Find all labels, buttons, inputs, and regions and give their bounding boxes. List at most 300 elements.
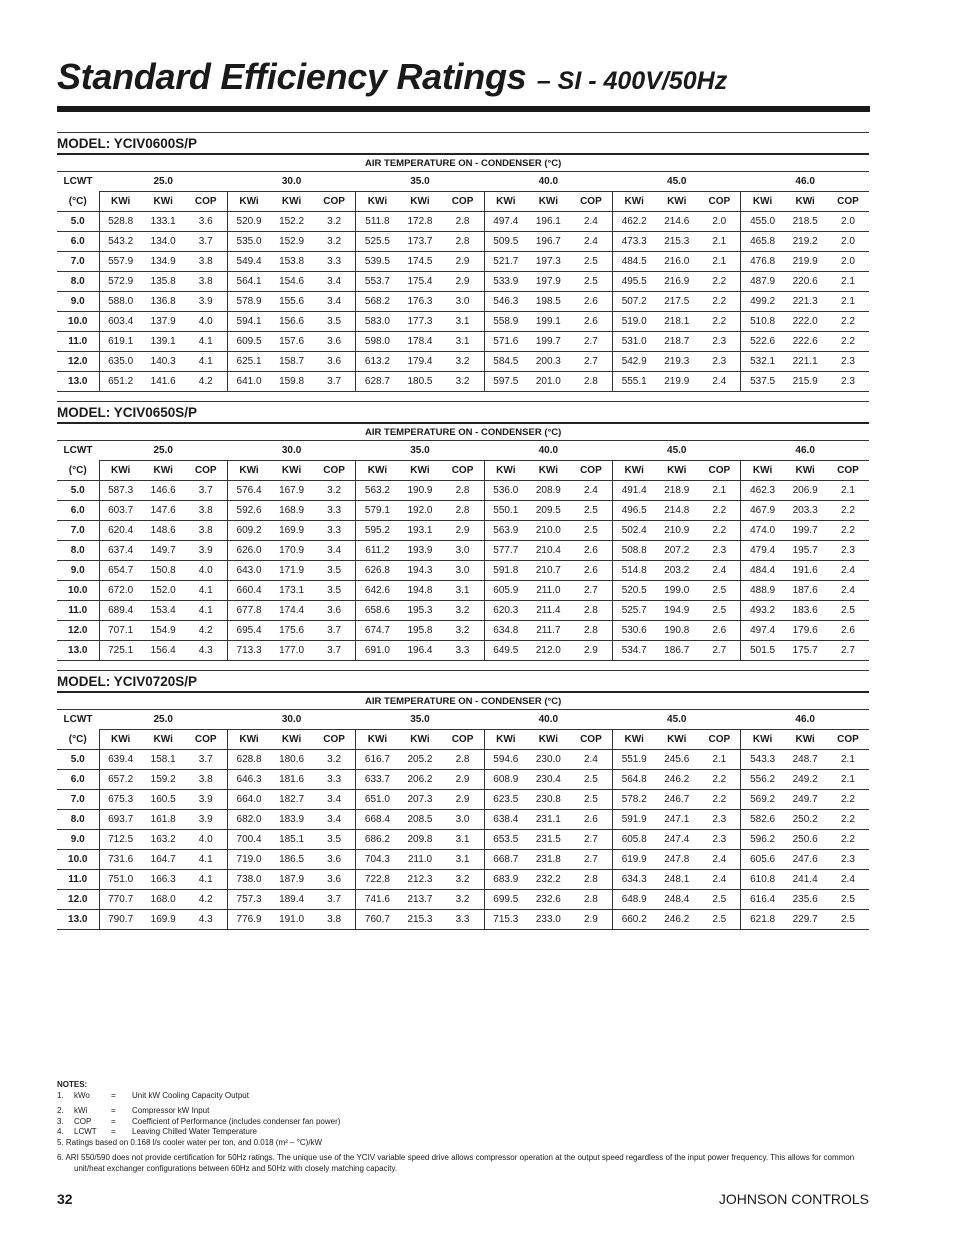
value-cell: 2.9 xyxy=(441,252,484,272)
value-cell: 757.3 xyxy=(227,890,270,910)
value-cell: 3.2 xyxy=(441,621,484,641)
value-cell: 140.3 xyxy=(142,352,185,372)
value-cell: 616.7 xyxy=(356,750,399,770)
value-cell: 3.9 xyxy=(185,292,228,312)
value-cell: 4.1 xyxy=(185,870,228,890)
value-cell: 168.0 xyxy=(142,890,185,910)
temp-header-label: 45.0 xyxy=(667,714,687,725)
model-table-section xyxy=(57,132,869,392)
value-cell: 169.9 xyxy=(142,910,185,930)
value-cell: 219.9 xyxy=(655,372,698,392)
value-cell: 595.2 xyxy=(356,521,399,541)
temp-header xyxy=(227,441,355,461)
lcwt-cell: 6.0 xyxy=(57,501,99,521)
value-cell: 193.9 xyxy=(399,541,442,561)
value-cell: 598.0 xyxy=(356,332,399,352)
column-header: KWi xyxy=(613,730,656,750)
column-header: COP xyxy=(698,730,741,750)
column-header: KWi xyxy=(227,192,270,212)
column-header: COP xyxy=(313,461,356,481)
value-cell: 611.2 xyxy=(356,541,399,561)
column-header: KWi xyxy=(227,461,270,481)
value-cell: 2.4 xyxy=(698,850,741,870)
value-cell: 170.9 xyxy=(270,541,313,561)
value-cell: 571.6 xyxy=(484,332,527,352)
value-cell: 563.2 xyxy=(356,481,399,501)
value-cell: 677.8 xyxy=(227,601,270,621)
column-header: KWi xyxy=(99,192,142,212)
value-cell: 551.9 xyxy=(613,750,656,770)
value-cell: 555.1 xyxy=(613,372,656,392)
column-header: KWi xyxy=(741,192,784,212)
value-cell: 3.5 xyxy=(313,581,356,601)
value-cell: 219.2 xyxy=(784,232,827,252)
value-cell: 180.5 xyxy=(399,372,442,392)
column-header: KWi xyxy=(655,730,698,750)
value-cell: 183.6 xyxy=(784,601,827,621)
value-cell: 2.2 xyxy=(698,770,741,790)
value-cell: 186.5 xyxy=(270,850,313,870)
value-cell: 3.1 xyxy=(441,312,484,332)
value-cell: 584.5 xyxy=(484,352,527,372)
value-cell: 208.5 xyxy=(399,810,442,830)
value-cell: 3.0 xyxy=(441,810,484,830)
temp-header xyxy=(613,710,741,730)
value-cell: 511.8 xyxy=(356,212,399,232)
value-cell: 205.2 xyxy=(399,750,442,770)
air-temp-header: AIR TEMPERATURE ON - CONDENSER (°C) xyxy=(57,424,869,441)
lcwt-cell: 8.0 xyxy=(57,541,99,561)
value-cell: 712.5 xyxy=(99,830,142,850)
value-cell: 639.4 xyxy=(99,750,142,770)
model-table-section xyxy=(57,670,869,930)
value-cell: 149.7 xyxy=(142,541,185,561)
temp-header xyxy=(741,172,869,192)
value-cell: 487.9 xyxy=(741,272,784,292)
lcwt-header: LCWT xyxy=(63,445,93,457)
value-cell: 154.6 xyxy=(270,272,313,292)
value-cell: 496.5 xyxy=(613,501,656,521)
value-cell: 546.3 xyxy=(484,292,527,312)
value-cell: 2.0 xyxy=(827,252,870,272)
value-cell: 2.8 xyxy=(570,870,613,890)
value-cell: 2.7 xyxy=(570,332,613,352)
value-cell: 222.6 xyxy=(784,332,827,352)
value-cell: 474.0 xyxy=(741,521,784,541)
value-cell: 211.7 xyxy=(527,621,570,641)
column-header: KWi xyxy=(399,730,442,750)
table-row xyxy=(57,770,869,790)
value-cell: 197.9 xyxy=(527,272,570,292)
value-cell: 2.1 xyxy=(827,750,870,770)
value-cell: 2.2 xyxy=(698,521,741,541)
value-cell: 250.6 xyxy=(784,830,827,850)
table-row xyxy=(57,501,869,521)
value-cell: 2.3 xyxy=(827,352,870,372)
value-cell: 2.1 xyxy=(827,481,870,501)
temp-header xyxy=(356,441,484,461)
value-cell: 2.7 xyxy=(827,641,870,661)
column-header: COP xyxy=(313,730,356,750)
table-row xyxy=(57,232,869,252)
value-cell: 196.7 xyxy=(527,232,570,252)
value-cell: 158.1 xyxy=(142,750,185,770)
value-cell: 3.8 xyxy=(185,252,228,272)
value-cell: 2.5 xyxy=(698,581,741,601)
value-cell: 2.5 xyxy=(570,272,613,292)
column-header: COP xyxy=(570,730,613,750)
column-header: KWi xyxy=(99,461,142,481)
value-cell: 3.2 xyxy=(313,750,356,770)
value-cell: 497.4 xyxy=(484,212,527,232)
note-text: Leaving Chilled Water Temperature xyxy=(132,1127,257,1136)
value-cell: 208.9 xyxy=(527,481,570,501)
value-cell: 691.0 xyxy=(356,641,399,661)
value-cell: 2.7 xyxy=(570,352,613,372)
temp-header-label: 35.0 xyxy=(410,445,430,456)
column-header: KWi xyxy=(142,461,185,481)
value-cell: 535.0 xyxy=(227,232,270,252)
lcwt-cell: 6.0 xyxy=(57,232,99,252)
value-cell: 2.5 xyxy=(698,601,741,621)
value-cell: 167.9 xyxy=(270,481,313,501)
value-cell: 163.2 xyxy=(142,830,185,850)
value-cell: 520.5 xyxy=(613,581,656,601)
temp-header xyxy=(227,172,355,192)
value-cell: 173.1 xyxy=(270,581,313,601)
value-cell: 520.9 xyxy=(227,212,270,232)
value-cell: 543.3 xyxy=(741,750,784,770)
column-header: KWi xyxy=(270,192,313,212)
value-cell: 3.3 xyxy=(441,910,484,930)
value-cell: 476.8 xyxy=(741,252,784,272)
lcwt-cell: 9.0 xyxy=(57,292,99,312)
value-cell: 156.4 xyxy=(142,641,185,661)
value-cell: 195.7 xyxy=(784,541,827,561)
value-cell: 3.2 xyxy=(441,372,484,392)
value-cell: 686.2 xyxy=(356,830,399,850)
value-cell: 467.9 xyxy=(741,501,784,521)
value-cell: 608.9 xyxy=(484,770,527,790)
value-cell: 3.0 xyxy=(441,292,484,312)
value-cell: 176.3 xyxy=(399,292,442,312)
table-row xyxy=(57,790,869,810)
value-cell: 179.6 xyxy=(784,621,827,641)
value-cell: 248.1 xyxy=(655,870,698,890)
value-cell: 199.7 xyxy=(527,332,570,352)
value-cell: 180.6 xyxy=(270,750,313,770)
temp-header xyxy=(484,172,612,192)
value-cell: 2.3 xyxy=(698,541,741,561)
air-temp-header: AIR TEMPERATURE ON - CONDENSER (°C) xyxy=(57,693,869,710)
value-cell: 531.0 xyxy=(613,332,656,352)
value-cell: 2.8 xyxy=(570,621,613,641)
value-cell: 4.1 xyxy=(185,601,228,621)
table-row xyxy=(57,850,869,870)
value-cell: 592.6 xyxy=(227,501,270,521)
value-cell: 609.5 xyxy=(227,332,270,352)
note-num: 2. xyxy=(57,1106,64,1115)
value-cell: 770.7 xyxy=(99,890,142,910)
value-cell: 229.7 xyxy=(784,910,827,930)
value-cell: 3.2 xyxy=(313,232,356,252)
lcwt-cell: 9.0 xyxy=(57,561,99,581)
value-cell: 2.1 xyxy=(827,272,870,292)
value-cell: 3.8 xyxy=(185,521,228,541)
value-cell: 175.4 xyxy=(399,272,442,292)
model-table-section xyxy=(57,401,869,661)
temp-header-label: 35.0 xyxy=(410,176,430,187)
value-cell: 2.9 xyxy=(441,770,484,790)
value-cell: 194.3 xyxy=(399,561,442,581)
column-header: COP xyxy=(441,730,484,750)
value-cell: 203.2 xyxy=(655,561,698,581)
model-title: MODEL: YCIV0720S/P xyxy=(57,671,869,693)
value-cell: 194.9 xyxy=(655,601,698,621)
value-cell: 2.2 xyxy=(827,790,870,810)
value-cell: 3.3 xyxy=(313,770,356,790)
value-cell: 594.6 xyxy=(484,750,527,770)
value-cell: 201.0 xyxy=(527,372,570,392)
value-cell: 495.5 xyxy=(613,272,656,292)
value-cell: 2.9 xyxy=(441,521,484,541)
value-cell: 3.2 xyxy=(313,212,356,232)
table-row xyxy=(57,372,869,392)
value-cell: 525.5 xyxy=(356,232,399,252)
value-cell: 3.0 xyxy=(441,541,484,561)
value-cell: 248.7 xyxy=(784,750,827,770)
value-cell: 2.2 xyxy=(698,501,741,521)
value-cell: 3.4 xyxy=(313,292,356,312)
temp-header xyxy=(741,441,869,461)
value-cell: 646.3 xyxy=(227,770,270,790)
temp-header xyxy=(227,710,355,730)
table-row xyxy=(57,641,869,661)
column-header: COP xyxy=(570,192,613,212)
note-item xyxy=(57,1091,857,1102)
value-cell: 215.3 xyxy=(399,910,442,930)
value-cell: 596.2 xyxy=(741,830,784,850)
value-cell: 247.6 xyxy=(784,850,827,870)
value-cell: 682.0 xyxy=(227,810,270,830)
value-cell: 455.0 xyxy=(741,212,784,232)
column-header: KWi xyxy=(399,192,442,212)
value-cell: 591.8 xyxy=(484,561,527,581)
value-cell: 159.2 xyxy=(142,770,185,790)
column-header: KWi xyxy=(527,192,570,212)
value-cell: 568.2 xyxy=(356,292,399,312)
value-cell: 168.9 xyxy=(270,501,313,521)
value-cell: 3.2 xyxy=(441,890,484,910)
value-cell: 3.7 xyxy=(185,232,228,252)
value-cell: 3.8 xyxy=(185,501,228,521)
value-cell: 233.0 xyxy=(527,910,570,930)
column-header: KWi xyxy=(613,461,656,481)
value-cell: 3.4 xyxy=(313,810,356,830)
temp-header-label: 25.0 xyxy=(153,445,173,456)
temp-header-label: 40.0 xyxy=(538,714,559,725)
value-cell: 134.0 xyxy=(142,232,185,252)
value-cell: 2.0 xyxy=(698,212,741,232)
note-key: kWo xyxy=(74,1090,90,1100)
value-cell: 197.3 xyxy=(527,252,570,272)
value-cell: 3.9 xyxy=(185,810,228,830)
note-item xyxy=(57,1127,857,1138)
value-cell: 2.9 xyxy=(441,790,484,810)
lcwt-cell: 5.0 xyxy=(57,481,99,501)
note-eq: = xyxy=(111,1106,116,1115)
value-cell: 158.7 xyxy=(270,352,313,372)
value-cell: 3.2 xyxy=(313,481,356,501)
value-cell: 2.2 xyxy=(827,312,870,332)
value-cell: 2.4 xyxy=(698,870,741,890)
value-cell: 675.3 xyxy=(99,790,142,810)
value-cell: 473.3 xyxy=(613,232,656,252)
lcwt-cell: 12.0 xyxy=(57,890,99,910)
temp-header-label: 30.0 xyxy=(281,445,302,456)
value-cell: 216.0 xyxy=(655,252,698,272)
value-cell: 3.6 xyxy=(313,850,356,870)
value-cell: 539.5 xyxy=(356,252,399,272)
value-cell: 664.0 xyxy=(227,790,270,810)
value-cell: 3.1 xyxy=(441,581,484,601)
temp-header-label: 46.0 xyxy=(795,445,815,456)
value-cell: 3.4 xyxy=(313,790,356,810)
value-cell: 2.6 xyxy=(570,292,613,312)
value-cell: 533.9 xyxy=(484,272,527,292)
value-cell: 137.9 xyxy=(142,312,185,332)
value-cell: 2.7 xyxy=(570,581,613,601)
lcwt-cell: 11.0 xyxy=(57,601,99,621)
value-cell: 2.3 xyxy=(827,541,870,561)
value-cell: 626.8 xyxy=(356,561,399,581)
value-cell: 634.8 xyxy=(484,621,527,641)
value-cell: 613.2 xyxy=(356,352,399,372)
column-header: KWi xyxy=(142,730,185,750)
value-cell: 139.1 xyxy=(142,332,185,352)
value-cell: 4.3 xyxy=(185,910,228,930)
value-cell: 3.6 xyxy=(313,870,356,890)
value-cell: 508.8 xyxy=(613,541,656,561)
value-cell: 212.3 xyxy=(399,870,442,890)
value-cell: 245.6 xyxy=(655,750,698,770)
value-cell: 2.7 xyxy=(570,850,613,870)
column-header: COP xyxy=(827,461,870,481)
value-cell: 502.4 xyxy=(613,521,656,541)
value-cell: 674.7 xyxy=(356,621,399,641)
value-cell: 175.6 xyxy=(270,621,313,641)
table-row xyxy=(57,272,869,292)
value-cell: 232.6 xyxy=(527,890,570,910)
value-cell: 2.6 xyxy=(570,312,613,332)
table-row xyxy=(57,601,869,621)
value-cell: 247.8 xyxy=(655,850,698,870)
value-cell: 148.6 xyxy=(142,521,185,541)
value-cell: 157.6 xyxy=(270,332,313,352)
value-cell: 218.5 xyxy=(784,212,827,232)
lcwt-cell: 7.0 xyxy=(57,790,99,810)
value-cell: 488.9 xyxy=(741,581,784,601)
value-cell: 134.9 xyxy=(142,252,185,272)
value-cell: 3.4 xyxy=(313,541,356,561)
note-key: kWi xyxy=(74,1106,88,1115)
value-cell: 191.6 xyxy=(784,561,827,581)
lcwt-cell: 6.0 xyxy=(57,770,99,790)
value-cell: 738.0 xyxy=(227,870,270,890)
value-cell: 218.9 xyxy=(655,481,698,501)
value-cell: 3.6 xyxy=(313,332,356,352)
lcwt-header: LCWT xyxy=(63,714,93,726)
column-header: KWi xyxy=(399,461,442,481)
value-cell: 199.7 xyxy=(784,521,827,541)
value-cell: 192.0 xyxy=(399,501,442,521)
value-cell: 2.3 xyxy=(698,352,741,372)
value-cell: 231.1 xyxy=(527,810,570,830)
value-cell: 2.8 xyxy=(570,372,613,392)
value-cell: 2.6 xyxy=(570,541,613,561)
value-cell: 2.1 xyxy=(698,232,741,252)
column-header: KWi xyxy=(270,461,313,481)
value-cell: 2.8 xyxy=(441,212,484,232)
value-cell: 175.7 xyxy=(784,641,827,661)
value-cell: 668.4 xyxy=(356,810,399,830)
value-cell: 210.4 xyxy=(527,541,570,561)
value-cell: 159.8 xyxy=(270,372,313,392)
value-cell: 141.6 xyxy=(142,372,185,392)
value-cell: 510.8 xyxy=(741,312,784,332)
value-cell: 3.1 xyxy=(441,830,484,850)
value-cell: 249.2 xyxy=(784,770,827,790)
value-cell: 155.6 xyxy=(270,292,313,312)
temp-header-label: 45.0 xyxy=(667,176,687,187)
note-5: 5. Ratings based on 0.168 l/s cooler water per ton, and 0.018 (m² – °C)/kW xyxy=(57,1137,323,1147)
value-cell: 549.4 xyxy=(227,252,270,272)
table-row xyxy=(57,252,869,272)
value-cell: 174.4 xyxy=(270,601,313,621)
value-cell: 2.5 xyxy=(827,601,870,621)
column-header: COP xyxy=(185,461,228,481)
value-cell: 2.3 xyxy=(698,830,741,850)
value-cell: 2.8 xyxy=(441,750,484,770)
value-cell: 189.4 xyxy=(270,890,313,910)
value-cell: 2.2 xyxy=(698,292,741,312)
value-cell: 133.1 xyxy=(142,212,185,232)
title-main: Standard Efficiency Ratings xyxy=(57,56,527,97)
note-num: 4. xyxy=(57,1127,64,1136)
value-cell: 4.2 xyxy=(185,372,228,392)
column-header: COP xyxy=(313,192,356,212)
table-row xyxy=(57,750,869,770)
value-cell: 195.3 xyxy=(399,601,442,621)
company-name: JOHNSON CONTROLS xyxy=(718,1191,869,1207)
note-text: Unit kW Cooling Capacity Output xyxy=(132,1090,249,1100)
value-cell: 553.7 xyxy=(356,272,399,292)
value-cell: 689.4 xyxy=(99,601,142,621)
value-cell: 169.9 xyxy=(270,521,313,541)
value-cell: 3.1 xyxy=(441,332,484,352)
column-header: KWi xyxy=(356,461,399,481)
unit-header: (°C) xyxy=(57,730,99,750)
value-cell: 462.2 xyxy=(613,212,656,232)
value-cell: 741.6 xyxy=(356,890,399,910)
page-number: 32 xyxy=(57,1191,73,1207)
value-cell: 230.8 xyxy=(527,790,570,810)
note-item xyxy=(57,1106,857,1117)
value-cell: 633.7 xyxy=(356,770,399,790)
lcwt-cell: 12.0 xyxy=(57,621,99,641)
value-cell: 193.1 xyxy=(399,521,442,541)
value-cell: 191.0 xyxy=(270,910,313,930)
